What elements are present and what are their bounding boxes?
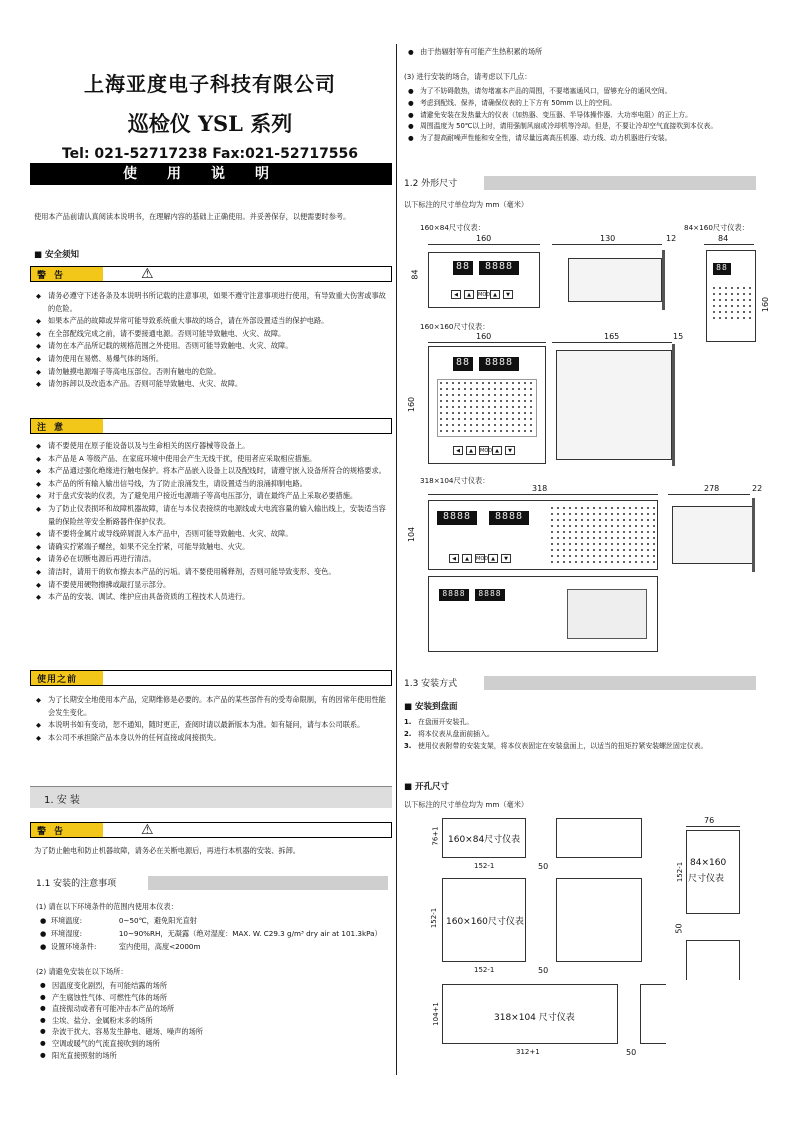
install-heading: 1. 安 装: [44, 795, 80, 806]
list-item: ◆ 本产品是 A 等级产品、在家庭环境中使用会产生无线干扰，使用者应采取相应措施。: [36, 453, 390, 466]
key-row: [453, 445, 518, 455]
step-text: 使用仪表附带的安装支架，将本仪表固定在安装盘面上，以适当的扭矩拧紧安装螺丝固定仪表。: [418, 742, 708, 750]
list-item: ● 由于热辐射等有可能产生热积累的场所: [408, 46, 780, 59]
install-heading-bar: [30, 786, 392, 808]
key-row: [449, 553, 514, 563]
meter-318x104-side: [672, 506, 754, 564]
list-item: ◆ 如果本产品的故障或异常可能导致系统重大事故的场合，请在外部设置适当的保护电路。: [36, 315, 390, 328]
key-button: ▲: [462, 554, 472, 563]
key-button: MOD: [476, 556, 489, 562]
install-warning-header: [30, 822, 392, 838]
section-band: [484, 176, 756, 190]
mount-steps: 1. 在盘面开安装孔。 2. 将本仪表从盘面前插入。 3. 使用仪表附带的安装支架，将本仪表固定在安装盘面上，以适当的扭矩拧紧安装螺丝固定仪表。: [404, 718, 708, 750]
dim-160-side: 160: [761, 296, 771, 313]
dim-76: 76: [704, 816, 715, 825]
key-button: ◀: [449, 554, 459, 563]
lcd-display: 8888: [479, 357, 519, 371]
dim-318: 318: [532, 484, 548, 493]
install-warning-label: 警告: [31, 823, 103, 837]
section-band: [484, 676, 756, 690]
cond-value: 室内使用，高度<2000m: [118, 942, 201, 951]
list-item: ● 考虑到配线、保养，请确保仪表的上下方有 50mm 以上的空间。: [408, 98, 778, 110]
lcd-display: 8888: [479, 261, 519, 275]
key-button: ▲: [490, 290, 500, 299]
caution-header: [30, 418, 392, 434]
dim-50: 50: [626, 1048, 637, 1057]
key-button: ▲: [492, 446, 502, 455]
dim-22: 22: [752, 484, 763, 493]
list-item: ◆ 请勿触摸电源端子等高电压部位。否则有触电的危险。: [36, 366, 390, 379]
meter-318x104-touch: [428, 576, 658, 652]
list-item: ◆ 请不要将金属片或导线碎屑混入本产品中，否则可能导致触电、火灾、故障。: [36, 528, 390, 541]
list-item: ◆ 本说明书如有变动，恕不通知，随时更正，查阅时请以最新版本为准。如有疑问，请与本公司联系。: [36, 719, 390, 732]
cutout-unit-note: 以下标注的尺寸单位均为 mm（毫米）: [404, 800, 529, 809]
meter-label-318x104: 318×104尺寸仪表：: [420, 476, 490, 485]
install-warning-text: 为了防止触电和防止机器故障，请务必在关断电源后，再进行本机器的安装、拆卸。: [34, 846, 300, 855]
key-button: ◀: [453, 446, 463, 455]
meter-label-160x160: 160×160尺寸仪表：: [420, 322, 490, 331]
section-band: [148, 876, 388, 890]
list-item: ● 杂波干扰大、容易发生静电、磁场、噪声的场所: [40, 1026, 390, 1038]
cutout-label: 318×104 尺寸仪表: [494, 1013, 575, 1023]
step-text: 在盘面开安装孔。: [418, 718, 474, 726]
caution-list: [36, 440, 390, 604]
lcd-display: 8888: [437, 511, 477, 525]
cutout-adjacent: [640, 984, 666, 1044]
section-1-2-title: 1.2 外形尺寸: [404, 179, 458, 189]
cutout-label: 84×160: [690, 858, 727, 868]
safety-heading: ■ 安全须知: [34, 250, 79, 260]
dim-152v: 152-1: [430, 907, 439, 929]
key-row: [451, 289, 516, 299]
avoid-title: (2) 请避免安装在以下场所：: [36, 967, 128, 976]
cond-value: 10~90%RH，无凝露（绝对湿度：MAX. W. C29.3 g/m³ dry air at 101.3kPa）: [118, 929, 382, 938]
indicator-grid: [549, 505, 655, 565]
dim-line: [686, 826, 740, 827]
lcd-display: 88: [713, 263, 731, 275]
list-item: ◆ 清洁时，请用干的软布擦去本产品的污垢。请不要使用稀释剂，否则可能导致变形、变色。: [36, 566, 390, 579]
warning-label: 警告: [31, 267, 103, 281]
lcd-display: 8888: [439, 589, 469, 601]
contact-line: Tel: 021-52717238 Fax:021-52717556: [61, 146, 359, 162]
list-item: ◆ 请务必遵守下述各条及本说明书所记载的注意事项，如果不遵守注意事项进行使用，有导致重大伤害或事故的危险。: [36, 290, 390, 315]
panel-plate: [752, 498, 755, 572]
cutout-heading: ■ 开孔尺寸: [404, 782, 449, 792]
dim-50: 50: [538, 862, 549, 871]
company-name: 上海亚度电子科技有限公司: [84, 72, 336, 96]
warning-list: [36, 290, 390, 391]
key-button: MOD: [480, 448, 493, 454]
list-item: ◆ 本公司不承担除产品本身以外的任何直接或间接损失。: [36, 732, 390, 745]
unit-note: 以下标注的尺寸单位均为 mm（毫米）: [404, 200, 529, 209]
dim-76: 76+1: [431, 826, 440, 846]
dim-312: 312+1: [516, 1048, 540, 1056]
lcd-display: 88: [453, 357, 473, 371]
warning-triangle-icon: ⚠: [141, 822, 154, 838]
cond-key: 环境湿度:: [50, 929, 83, 938]
lcd-display: 88: [453, 261, 473, 275]
meter-160x160-front: [428, 346, 546, 464]
panel-mount-heading: ■ 安装到盘面: [404, 702, 458, 712]
screen-window: [567, 589, 647, 639]
panel-plate: [672, 344, 675, 466]
list-item: ◆ 对于盘式安装的仪表，为了避免用户接近电源端子等高电压部分，请在最终产品上采取必要措施。: [36, 490, 390, 503]
key-button: ▼: [501, 554, 511, 563]
list-item: ◆ 本产品的所有输入输出信号线，为了防止浪涌发生，请设置适当的浪涌抑制电路。: [36, 478, 390, 491]
dim-152: 152-1: [474, 862, 495, 870]
section-1-1-title: 1.1 安装的注意事项: [36, 879, 117, 889]
dim-130: 130: [600, 234, 616, 243]
avoid-list: [40, 980, 390, 1061]
before-use-label: 使用之前: [31, 671, 103, 685]
list-item: ● 为了提高耐噪声性能和安全性，请尽量远离高压机器、动力线、动力机器进行安装。: [408, 133, 778, 145]
dim-line: [428, 244, 540, 245]
cutout-label: 160×84尺寸仪表: [448, 835, 521, 845]
meter-160x84-side: [568, 258, 662, 302]
key-button: ▲: [466, 446, 476, 455]
list-item: ◆ 请不要使用在原子能设备以及与生命相关的医疗器械等设备上。: [36, 440, 390, 453]
cond-key: 环境温度:: [50, 916, 83, 925]
cutout-adjacent: [556, 818, 642, 858]
cond-key: 设置环境条件:: [50, 942, 97, 951]
list-item: ● 直接振动或者有可能冲击本产品的场所: [40, 1003, 390, 1015]
dim-84-side: 84: [410, 269, 420, 280]
key-button: ▲: [488, 554, 498, 563]
dim-152v: 152-1: [676, 861, 685, 883]
step-text: 将本仪表从盘面前插入。: [418, 730, 494, 738]
indicator-grid: [437, 379, 537, 437]
dim-12: 12: [666, 234, 677, 243]
key-button: MOD: [478, 292, 491, 298]
dim-15: 15: [673, 332, 684, 341]
dim-50: 50: [538, 966, 549, 975]
list-item: ● 阳光直接照射的场所: [40, 1050, 390, 1062]
dim-152: 152-1: [474, 966, 495, 974]
dim-50: 50: [674, 923, 684, 934]
dim-line: [552, 342, 672, 343]
list-item: ◆ 为了长期安全地使用本产品，定期维修是必要的。本产品的某些部件有的受寿命限制，有的因常年使用性能会发生变化。: [36, 694, 390, 719]
conditions-list: ● 环境温度: 0~50℃，避免阳光直射 ● 环境湿度: 10~90%RH，无凝露（绝对湿度：MAX. W. C29.3 g/m³ dry air at 101.3kPa） ● 设置环境条件: 室内使用，高度<2000m: [40, 916, 382, 951]
warning-header: [30, 266, 392, 282]
lcd-display: 8888: [489, 511, 529, 525]
list-item: ● 为了不妨碍散热，请勿堵塞本产品的周围，不要堵塞通风口，留够充分的通风空间。: [408, 86, 778, 98]
list-item: ● 请避免安装在发热量大的仪表（加热器、变压器、半导体操作器、大功率电阻）的正上方。: [408, 110, 778, 122]
dim-104: 104+1: [431, 1002, 440, 1026]
meter-label-84x160: 84×160尺寸仪表：: [684, 223, 749, 232]
list-item: ◆ 请不要使用硬物擦拂或敲打显示部分。: [36, 579, 390, 592]
dim-278: 278: [704, 484, 720, 493]
meter-label-160x84: 160×84尺寸仪表：: [420, 223, 485, 232]
dim-160: 160: [476, 332, 492, 341]
lcd-display: 8888: [475, 589, 505, 601]
key-button: ◀: [451, 290, 461, 299]
key-button: ▲: [464, 290, 474, 299]
manual-banner: 使用说明: [30, 163, 392, 185]
warning-triangle-icon: ⚠: [141, 266, 154, 282]
dim-line: [552, 244, 662, 245]
indicator-grid: [711, 285, 753, 321]
meter-318x104-front: [428, 500, 658, 570]
list-item: ◆ 本产品通过强化绝缘进行触电保护。将本产品嵌入设备上以及配线时，请遵守嵌入设备所符合的规格要求。: [36, 465, 390, 478]
meter-160x84-front: [428, 252, 540, 308]
cutout-adjacent: [686, 940, 740, 980]
column-divider: [396, 44, 397, 1075]
dim-160-side: 160: [407, 396, 417, 413]
before-use-list: [36, 694, 390, 744]
panel-plate: [662, 250, 665, 310]
key-button: ▼: [503, 290, 513, 299]
list-item: ● 因温度变化剧烈，有可能结露的场所: [40, 980, 390, 992]
dim-84: 84: [718, 234, 729, 243]
list-item: ● 产生腐蚀性气体、可燃性气体的场所: [40, 992, 390, 1004]
list-item: ◆ 请勿拆卸以及改造本产品。否则可能导致触电、火灾、故障。: [36, 378, 390, 391]
list-item: ● 尘埃、盐分、金属粉末多的场所: [40, 1015, 390, 1027]
dim-line: [428, 342, 546, 343]
list-item: ● 空调或暖气的气流直接吹到的场所: [40, 1038, 390, 1050]
dim-165: 165: [604, 332, 620, 341]
key-button: ▼: [505, 446, 515, 455]
conditions-title: (1) 请在以下环境条件的范围内使用本仪表：: [36, 902, 178, 911]
dim-line: [668, 494, 750, 495]
cutout-adjacent: [556, 878, 642, 962]
cond-value: 0~50℃，避免阳光直射: [118, 916, 197, 925]
dim-160: 160: [476, 234, 492, 243]
list-item: ◆ 请勿在本产品所记载的规格范围之外使用。否则可能导致触电、火灾、故障。: [36, 340, 390, 353]
caution-label: 注意: [31, 419, 103, 433]
meter-160x160-side: [556, 350, 672, 460]
list-item: ◆ 请确实拧紧端子螺丝，如果不完全拧紧，可能导致触电、火灾。: [36, 541, 390, 554]
list-item: ◆ 在全部配线完成之前，请不要接通电源。否则可能导致触电、火灾、故障。: [36, 328, 390, 341]
list-item: ◆ 请务必在切断电源后再进行清洁。: [36, 553, 390, 566]
meter-84x160-front: [706, 250, 756, 342]
list-item: ● 周围温度为 50℃以上时，请用强制风扇或冷却机等冷却。但是，不要让冷却空气直接吹到本仪表。: [408, 121, 778, 133]
list-item: ◆ 本产品的安装、调试、维护应由具备资质的工程技术人员进行。: [36, 591, 390, 604]
dim-line: [704, 244, 754, 245]
list-item: ◆ 请勿使用在易燃、易爆气体的场所。: [36, 353, 390, 366]
intro-text: 使用本产品前请认真阅读本说明书，在理解内容的基础上正确使用。并妥善保存，以便需要时参考。: [34, 212, 351, 221]
product-title: 巡检仪 YSL 系列: [127, 111, 293, 136]
before-use-header: [30, 670, 392, 686]
cutout-label: 尺寸仪表: [688, 874, 725, 884]
cutout-label: 160×160尺寸仪表: [446, 917, 524, 927]
section-1-3-title: 1.3 安装方式: [404, 679, 458, 689]
dim-line: [428, 494, 658, 495]
avoid-list-cont: [408, 46, 780, 59]
dim-104-side: 104: [407, 526, 417, 543]
list-item: ◆ 为了防止仪表损坏和故障机器故障，请在与本仪表接续的电源线或大电流容量的输入输出线上，安装适当容量的保险丝等安全断路器件保护仪表。: [36, 503, 390, 528]
install-points-list: [408, 86, 778, 145]
install-points-title: (3) 进行安装的场合，请考虑以下几点：: [404, 72, 532, 81]
